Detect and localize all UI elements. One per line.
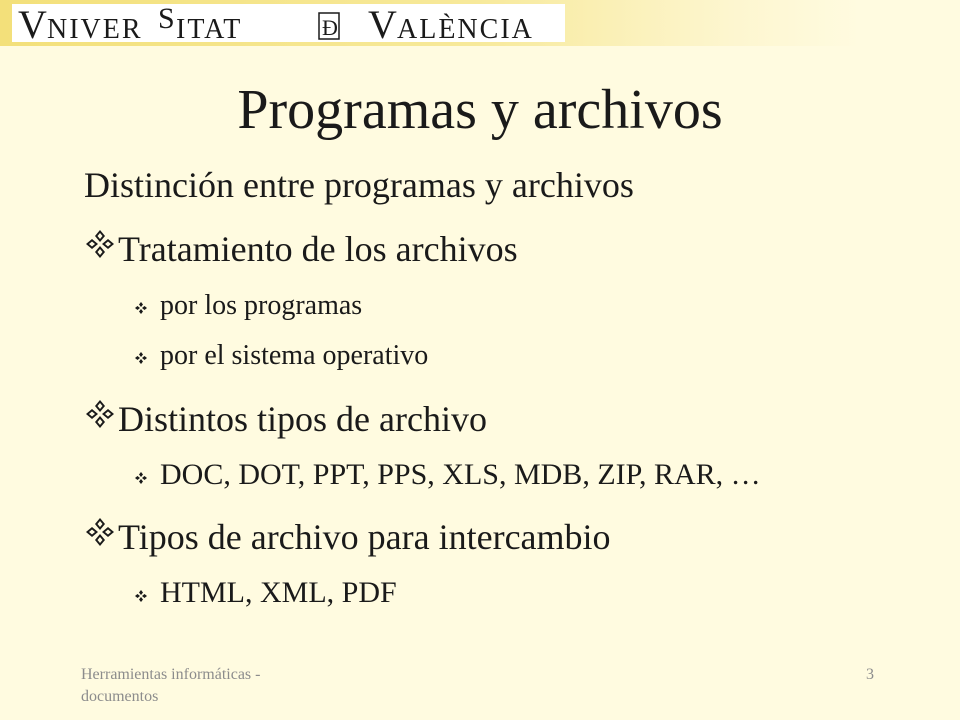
item-por-el-sistema-operativo: por el sistema operativo [160,340,429,371]
diamond-bullet-icon [84,398,116,430]
footer-page-number: 3 [866,666,874,683]
small-diamond-bullet-icon [135,590,147,602]
logo-text-niver: NIVER [47,14,143,42]
logo-letter-s: S [158,4,175,35]
diamond-bullet-icon [84,228,116,260]
small-diamond-bullet-icon [135,472,147,484]
item-file-extensions: DOC, DOT, PPT, PPS, XLS, MDB, ZIP, RAR, … [160,458,761,491]
section-label-intercambio: Tipos de archivo para intercambio [118,517,611,557]
logo-text-alencia: ALÈNCIA [397,14,534,42]
diamond-bullet-icon [84,516,116,548]
intro-text: Distinción entre programas y archivos [84,165,634,205]
item-interchange-formats: HTML, XML, PDF [160,576,397,609]
university-logo-wordmark [12,4,565,42]
university-logo [12,4,565,42]
section-label-tratamiento: Tratamiento de los archivos [118,229,518,269]
logo-letter-v2: V [368,4,397,42]
small-diamond-bullet-icon [135,352,147,364]
slide-title: Programas y archivos [237,79,723,141]
section-label-distintos-tipos: Distintos tipos de archivo [118,399,487,439]
small-diamond-bullet-icon [135,302,147,314]
footer-course-title: Herramientas informáticas - documentos [81,666,261,705]
logo-text-itat: ITAT [176,14,243,42]
logo-seal-icon [319,13,339,40]
logo-letter-v1: V [18,4,47,42]
item-por-los-programas: por los programas [160,290,363,321]
logo-seal-letter: Ð [322,15,338,40]
